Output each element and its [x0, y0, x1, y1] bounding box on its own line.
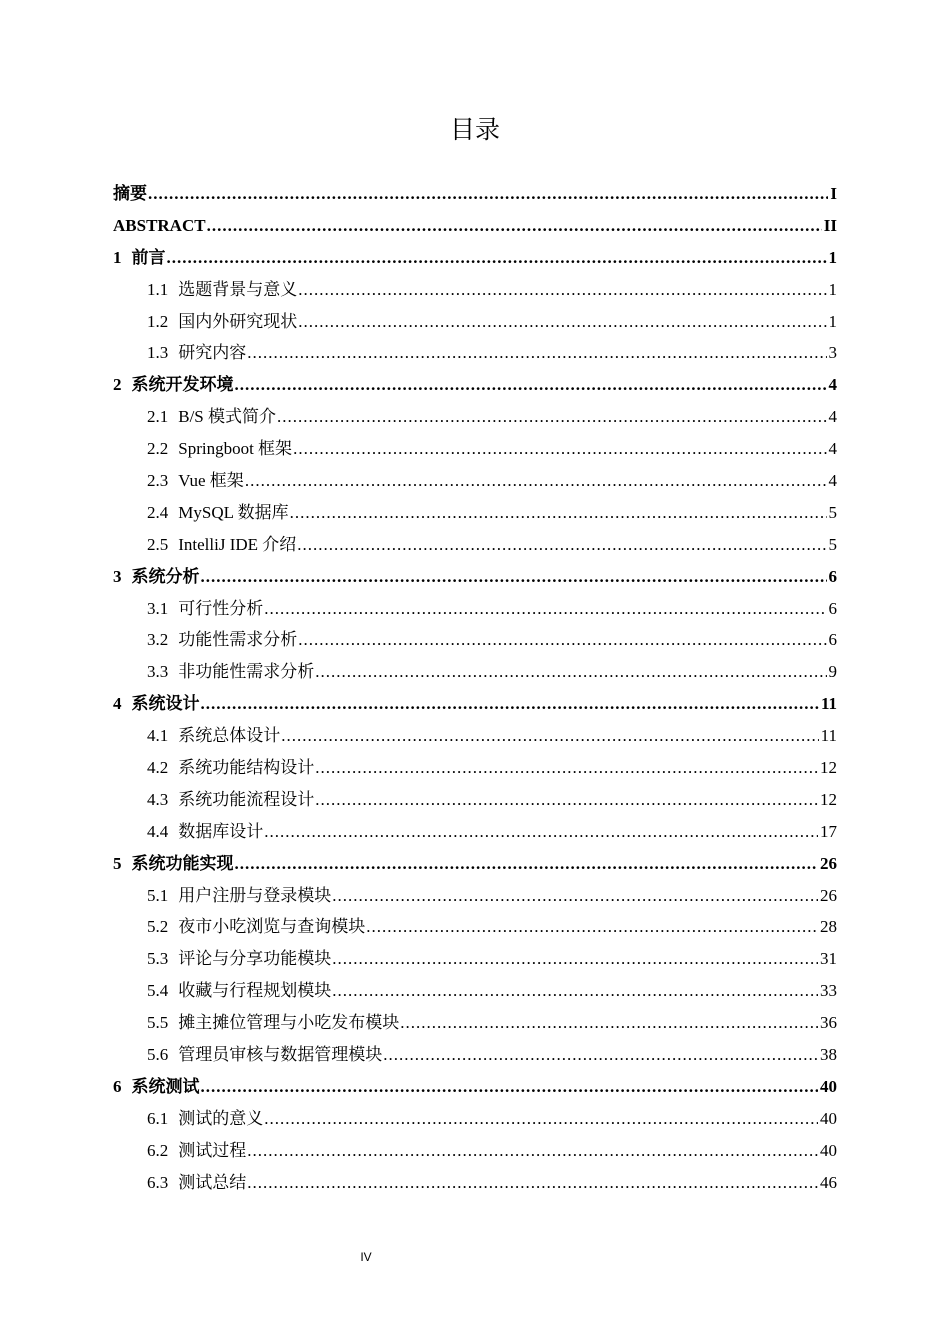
toc-section-entry[interactable]: [113, 624, 837, 656]
toc-section-entry[interactable]: [113, 1135, 837, 1167]
toc-entry-page: II: [823, 215, 837, 235]
toc-section-entry[interactable]: [113, 1103, 837, 1135]
toc-section-entry[interactable]: [113, 880, 837, 912]
toc-section-entry[interactable]: [113, 337, 837, 369]
toc-entry-number: 5.4: [147, 981, 169, 1001]
toc-entry-title: 测试过程: [178, 1140, 247, 1160]
toc-entry-number: 2: [113, 375, 122, 395]
toc-dot-leader: [383, 1039, 818, 1071]
toc-entry-label: [147, 943, 331, 975]
toc-entry-title: 选题背景与意义: [178, 279, 298, 299]
toc-dot-leader: [247, 1135, 818, 1167]
toc-entry-label: [147, 465, 244, 497]
toc-entry-page: 12: [820, 758, 837, 778]
toc-entry-title: 系统功能流程设计: [178, 789, 315, 809]
toc-entry-label: [147, 433, 292, 465]
toc-section-entry[interactable]: [113, 497, 837, 529]
toc-entry-title: 系统分析: [131, 566, 200, 586]
toc-entry-page: 1: [828, 311, 837, 331]
toc-dot-leader: [315, 656, 826, 688]
toc-entry-number: 5.1: [147, 885, 169, 905]
toc-entry-title: 非功能性需求分析: [178, 662, 315, 682]
toc-entry-label: [147, 624, 297, 656]
toc-entry-number: 4.1: [147, 726, 169, 746]
toc-entry-label: [147, 401, 276, 433]
toc-section-entry[interactable]: [113, 465, 837, 497]
toc-entry-label: [113, 1071, 200, 1103]
toc-entry-page: 5: [828, 502, 837, 522]
toc-entry-number: 1.2: [147, 311, 169, 331]
toc-entry-number: 2.1: [147, 407, 169, 427]
toc-entry-label: [113, 210, 206, 242]
toc-dot-leader: [332, 880, 818, 912]
toc-entry-label: [147, 1135, 246, 1167]
toc-entry-title: 夜市小吃浏览与查询模块: [178, 917, 366, 937]
toc-entry-page: 6: [828, 566, 837, 586]
toc-entry-number: 4: [113, 694, 122, 714]
toc-section-entry[interactable]: [113, 656, 837, 688]
toc-entry-page: 9: [828, 662, 837, 682]
toc-dot-leader: [235, 369, 827, 401]
toc-entry-label: [147, 911, 365, 943]
toc-entry-title: B/S 模式简介: [178, 407, 277, 427]
toc-dot-leader: [366, 911, 818, 943]
toc-section-entry[interactable]: [113, 816, 837, 848]
toc-dot-leader: [148, 178, 828, 210]
toc-chapter-entry[interactable]: [113, 178, 837, 210]
toc-entry-title: 系统开发环境: [131, 375, 234, 395]
toc-section-entry[interactable]: [113, 1007, 837, 1039]
toc-entry-number: 2.4: [147, 502, 169, 522]
toc-entry-page: 4: [828, 407, 837, 427]
toc-entry-page: 40: [820, 1076, 837, 1096]
toc-entry-title: Springboot 框架: [178, 439, 293, 459]
toc-section-entry[interactable]: [113, 943, 837, 975]
toc-entry-page: 40: [820, 1108, 837, 1128]
toc-dot-leader: [293, 433, 826, 465]
toc-dot-leader: [264, 1103, 818, 1135]
page-number-footer: IV: [360, 1250, 372, 1264]
toc-entry-page: 4: [828, 375, 837, 395]
toc-entry-label: [113, 688, 200, 720]
toc-entry-label: [147, 752, 314, 784]
toc-entry-title: 评论与分享功能模块: [178, 949, 332, 969]
toc-dot-leader: [235, 848, 819, 880]
toc-entry-label: [147, 1167, 246, 1199]
toc-entry-number: 2.2: [147, 439, 169, 459]
toc-section-entry[interactable]: [113, 593, 837, 625]
toc-entry-number: 2.5: [147, 534, 169, 554]
toc-section-entry[interactable]: [113, 529, 837, 561]
toc-entry-page: 46: [820, 1172, 837, 1192]
toc-entry-title: 摘要: [113, 184, 147, 203]
toc-entry-number: 5: [113, 853, 122, 873]
toc-entry-number: 6: [113, 1076, 122, 1096]
toc-entry-number: 3.2: [147, 630, 169, 650]
toc-section-entry[interactable]: [113, 306, 837, 338]
toc-chapter-entry[interactable]: [113, 1071, 837, 1103]
toc-entry-label: [147, 1103, 263, 1135]
toc-entry-page: 36: [820, 1013, 837, 1033]
toc-entry-number: 5.6: [147, 1045, 169, 1065]
toc-entry-page: 5: [828, 534, 837, 554]
toc-entry-page: 1: [828, 279, 837, 299]
page-title: 目录: [449, 115, 500, 144]
toc-entry-number: 6.3: [147, 1172, 169, 1192]
toc-section-entry[interactable]: [113, 274, 837, 306]
toc-entry-page: 6: [828, 630, 837, 650]
toc-entry-number: 1: [113, 247, 122, 267]
toc-chapter-entry[interactable]: [113, 561, 837, 593]
toc-section-entry[interactable]: [113, 911, 837, 943]
toc-entry-title: Vue 框架: [178, 471, 244, 491]
toc-dot-leader: [297, 529, 826, 561]
toc-section-entry[interactable]: [113, 720, 837, 752]
toc-entry-label: [147, 1007, 399, 1039]
toc-entry-page: 17: [820, 821, 837, 841]
toc-entry-page: 12: [820, 789, 837, 809]
toc-section-entry[interactable]: [113, 433, 837, 465]
toc-entry-number: 3.3: [147, 662, 169, 682]
toc-dot-leader: [277, 401, 826, 433]
toc-entry-title: 测试的意义: [178, 1108, 264, 1128]
toc-dot-leader: [247, 337, 826, 369]
toc-dot-leader: [264, 816, 818, 848]
toc-entry-page: 1: [828, 247, 837, 267]
toc-chapter-entry[interactable]: [113, 369, 837, 401]
toc-dot-leader: [332, 943, 818, 975]
toc-entry-label: [147, 306, 297, 338]
toc-dot-leader: [315, 784, 818, 816]
toc-entry-number: 5.3: [147, 949, 169, 969]
toc-section-entry[interactable]: [113, 784, 837, 816]
toc-entry-title: 数据库设计: [178, 821, 264, 841]
toc-entry-number: 4.2: [147, 758, 169, 778]
toc-dot-leader: [290, 497, 827, 529]
toc-entry-number: 1.3: [147, 343, 169, 363]
toc-section-entry[interactable]: [113, 752, 837, 784]
toc-entry-number: 4.4: [147, 821, 169, 841]
toc-entry-number: 5.5: [147, 1013, 169, 1033]
toc-dot-leader: [207, 210, 822, 242]
toc-entry-label: [147, 274, 297, 306]
toc-entry-label: [113, 242, 166, 274]
toc-entry-number: 6.2: [147, 1140, 169, 1160]
toc-entry-label: [113, 561, 200, 593]
toc-dot-leader: [245, 465, 827, 497]
toc-entry-page: 6: [828, 598, 837, 618]
toc-entry-page: I: [830, 184, 837, 203]
toc-entry-label: [147, 816, 263, 848]
toc-entry-number: 2.3: [147, 471, 169, 491]
toc-entry-label: [147, 1039, 382, 1071]
toc-dot-leader: [400, 1007, 818, 1039]
toc-dot-leader: [201, 688, 819, 720]
toc-entry-page: 11: [820, 726, 837, 746]
toc-section-entry[interactable]: [113, 401, 837, 433]
toc-chapter-entry[interactable]: [113, 242, 837, 274]
toc-entry-title: 前言: [131, 247, 166, 267]
toc-entry-page: 4: [828, 471, 837, 491]
toc-entry-title: 系统测试: [131, 1076, 200, 1096]
toc-entry-number: 4.3: [147, 789, 169, 809]
toc-entry-title: 研究内容: [178, 343, 247, 363]
toc-entry-label: [147, 593, 263, 625]
toc-entry-title: 系统总体设计: [178, 726, 281, 746]
toc-entry-title: 系统功能实现: [131, 853, 234, 873]
toc-chapter-entry[interactable]: [113, 688, 837, 720]
toc-dot-leader: [281, 720, 818, 752]
toc-dot-leader: [298, 306, 826, 338]
toc-chapter-entry[interactable]: [113, 848, 837, 880]
toc-entry-page: 28: [820, 917, 837, 937]
toc-entry-page: 40: [820, 1140, 837, 1160]
toc-entry-label: [113, 848, 234, 880]
toc-section-entry[interactable]: [113, 1039, 837, 1071]
toc-entry-number: 3.1: [147, 598, 169, 618]
toc-entry-label: [147, 784, 314, 816]
toc-dot-leader: [264, 593, 826, 625]
toc-entry-title: ABSTRACT: [113, 215, 206, 235]
toc-entry-title: 可行性分析: [178, 598, 264, 618]
toc-chapter-entry[interactable]: [113, 210, 837, 242]
toc-dot-leader: [167, 242, 827, 274]
toc-section-entry[interactable]: [113, 975, 837, 1007]
toc-entry-label: [113, 178, 147, 210]
toc-entry-title: 用户注册与登录模块: [178, 885, 332, 905]
toc-entry-page: 26: [820, 853, 837, 873]
toc-entry-label: [147, 720, 280, 752]
toc-dot-leader: [332, 975, 818, 1007]
toc-entry-number: 1.1: [147, 279, 169, 299]
toc-entry-label: [147, 529, 296, 561]
toc-entry-page: 31: [820, 949, 837, 969]
toc-entry-page: 11: [820, 694, 837, 714]
toc-dot-leader: [247, 1167, 818, 1199]
toc-entry-title: 国内外研究现状: [178, 311, 298, 331]
toc-dot-leader: [201, 1071, 819, 1103]
toc-entry-title: 功能性需求分析: [178, 630, 298, 650]
table-of-contents: [113, 178, 837, 1199]
toc-entry-label: [147, 975, 331, 1007]
toc-entry-title: 系统设计: [131, 694, 200, 714]
toc-entry-title: IntelliJ IDE 介绍: [178, 534, 297, 554]
toc-entry-title: 系统功能结构设计: [178, 758, 315, 778]
toc-entry-page: 33: [820, 981, 837, 1001]
toc-entry-label: [147, 337, 246, 369]
toc-section-entry[interactable]: [113, 1167, 837, 1199]
toc-entry-title: 测试总结: [178, 1172, 247, 1192]
toc-entry-page: 4: [828, 439, 837, 459]
toc-dot-leader: [201, 561, 827, 593]
toc-dot-leader: [315, 752, 818, 784]
toc-entry-label: [113, 369, 234, 401]
toc-entry-title: 管理员审核与数据管理模块: [178, 1045, 383, 1065]
toc-entry-label: [147, 497, 289, 529]
toc-entry-label: [147, 656, 314, 688]
toc-entry-title: 收藏与行程规划模块: [178, 981, 332, 1001]
toc-entry-number: 5.2: [147, 917, 169, 937]
toc-entry-title: 摊主摊位管理与小吃发布模块: [178, 1013, 400, 1033]
toc-entry-label: [147, 880, 331, 912]
toc-entry-title: MySQL 数据库: [178, 502, 289, 522]
toc-entry-number: 6.1: [147, 1108, 169, 1128]
toc-dot-leader: [298, 624, 826, 656]
toc-entry-page: 26: [820, 885, 837, 905]
toc-entry-page: 3: [828, 343, 837, 363]
toc-entry-page: 38: [820, 1045, 837, 1065]
toc-dot-leader: [298, 274, 826, 306]
toc-entry-number: 3: [113, 566, 122, 586]
